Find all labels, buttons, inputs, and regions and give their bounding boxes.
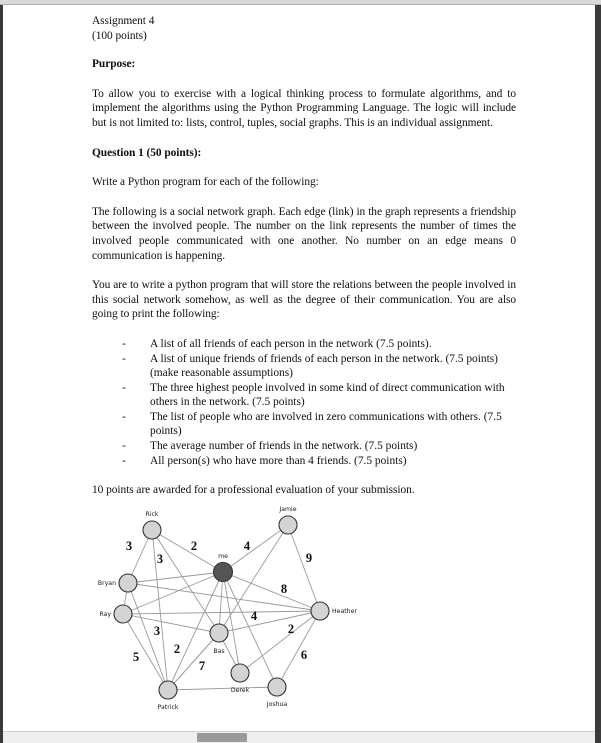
spacer	[92, 263, 516, 278]
graph-edge-weight: 2	[190, 539, 198, 553]
graph-edge	[288, 525, 320, 611]
graph-edge-weight: 3	[153, 624, 161, 638]
graph-edge-weight: 4	[243, 539, 251, 553]
scrollbar-thumb[interactable]	[197, 733, 247, 742]
question-heading: Question 1 (50 points):	[92, 146, 202, 159]
graph-node-rick	[143, 521, 161, 539]
assignment-title-line2: (100 points)	[92, 29, 147, 42]
spacer	[92, 72, 516, 87]
graph-node-jamie	[279, 516, 297, 534]
graph-node-derek	[231, 664, 249, 682]
spacer	[92, 131, 516, 146]
list-item-text: The average number of friends in the network. (7.5 points)	[150, 440, 418, 453]
graph-edge	[123, 611, 320, 614]
list-item-text: A list of all friends of each person in the network (7.5 points).	[150, 337, 432, 350]
graph-node-label-heather: Heather	[332, 608, 357, 615]
graph-edge-weight: 2	[173, 642, 181, 656]
purpose-heading: Purpose:	[92, 58, 136, 71]
graph-edge	[168, 687, 277, 690]
graph-edge	[277, 611, 320, 687]
spacer	[92, 43, 516, 57]
list-item	[92, 381, 516, 410]
spacer	[92, 468, 516, 483]
graph-node-label-me: me	[218, 553, 228, 560]
list-item-text: All person(s) who have more than 4 friends. (7.5 points)	[150, 454, 407, 467]
social-network-graph-svg	[92, 498, 516, 718]
bullet-marker: -	[122, 352, 126, 365]
deliverables-list	[92, 337, 516, 468]
graph-edge-weight: 3	[125, 539, 133, 553]
graph-node-patrick	[159, 681, 177, 699]
spacer	[92, 322, 516, 337]
graph-edge	[219, 611, 320, 633]
spacer	[92, 190, 516, 205]
list-item	[92, 454, 516, 469]
purpose-body: To allow you to exercise with a logical thinking process to formulate algorithms, and to implement the algorithms using the Python Programming Language. The logic will include but is not limited to: lists, control, tuples, social graphs. This is an individual assignment.	[92, 87, 516, 129]
graph-edge	[128, 583, 320, 611]
graph-node-label-bryan: Bryan	[97, 580, 116, 587]
graph-node-label-patrick: Patrick	[157, 704, 179, 711]
bullet-marker: -	[122, 337, 126, 350]
graph-edge	[223, 572, 320, 611]
graph-node-joshua	[268, 678, 286, 696]
list-item-text: The three highest people involved in some kind of direct communication with others in the network. (7.5 points)	[150, 381, 505, 409]
graph-edge-weight: 3	[156, 552, 164, 566]
list-item-text: The list of people who are involved in zero communications with others. (7.5 points)	[150, 410, 502, 438]
graph-edge-weight: 2	[287, 622, 295, 636]
graph-edge	[223, 525, 288, 572]
list-item-text: A list of unique friends of friends of each person in the network. (7.5 points) (make reasonable assumptions)	[150, 352, 498, 380]
graph-node-bryan	[119, 574, 137, 592]
graph-edge-layer	[123, 525, 320, 690]
document-content	[92, 14, 516, 498]
graph-node-label-bas: Bas	[213, 648, 225, 655]
document-page	[3, 5, 595, 732]
graph-edge-weight: 8	[280, 582, 288, 596]
graph-edge-weight: 9	[305, 551, 313, 565]
graph-description: The following is a social network graph. Each edge (link) in the graph represents a friendship between the involved people. The number on the link represents the number of times the involved people communicated with one another. No number on an edge means 0 communication is happening.	[92, 205, 516, 262]
graph-edge	[123, 572, 223, 614]
bullet-marker: -	[122, 454, 126, 467]
graph-edge-weight: 6	[300, 648, 308, 662]
list-item	[92, 352, 516, 381]
graph-node-ray	[114, 605, 132, 623]
closing-line: 10 points are awarded for a professional evaluation of your submission.	[92, 484, 415, 497]
graph-node-me	[214, 563, 233, 582]
horizontal-scrollbar[interactable]	[3, 731, 595, 743]
graph-node-label-joshua: Joshua	[266, 701, 288, 708]
graph-edge-weight: 4	[250, 609, 258, 623]
bullet-marker: -	[122, 440, 126, 453]
task-intro: You are to write a python program that will store the relations between the people involved in this social network somehow, as well as the degree of their communication. You are also going to print the following:	[92, 279, 516, 321]
graph-node-label-rick: Rick	[145, 511, 159, 518]
bullet-marker: -	[122, 410, 126, 423]
graph-edge-weight: 7	[198, 659, 206, 673]
list-item	[92, 439, 516, 454]
graph-node-bas	[210, 624, 228, 642]
graph-edge-weight: 5	[132, 650, 140, 664]
graph-node-heather	[311, 602, 329, 620]
graph-node-label-derek: Derek	[230, 687, 250, 694]
graph-node-label-jamie: Jamie	[279, 506, 297, 513]
list-item	[92, 410, 516, 439]
social-network-graph	[92, 498, 516, 718]
graph-edge	[128, 583, 168, 690]
bullet-marker: -	[122, 381, 126, 394]
instruction-line: Write a Python program for each of the following:	[92, 176, 319, 189]
graph-edge	[123, 614, 219, 633]
graph-edge	[152, 530, 219, 633]
assignment-title-line1: Assignment 4	[92, 15, 155, 27]
graph-node-label-ray: Ray	[99, 611, 111, 618]
list-item	[92, 337, 516, 352]
spacer	[92, 160, 516, 175]
